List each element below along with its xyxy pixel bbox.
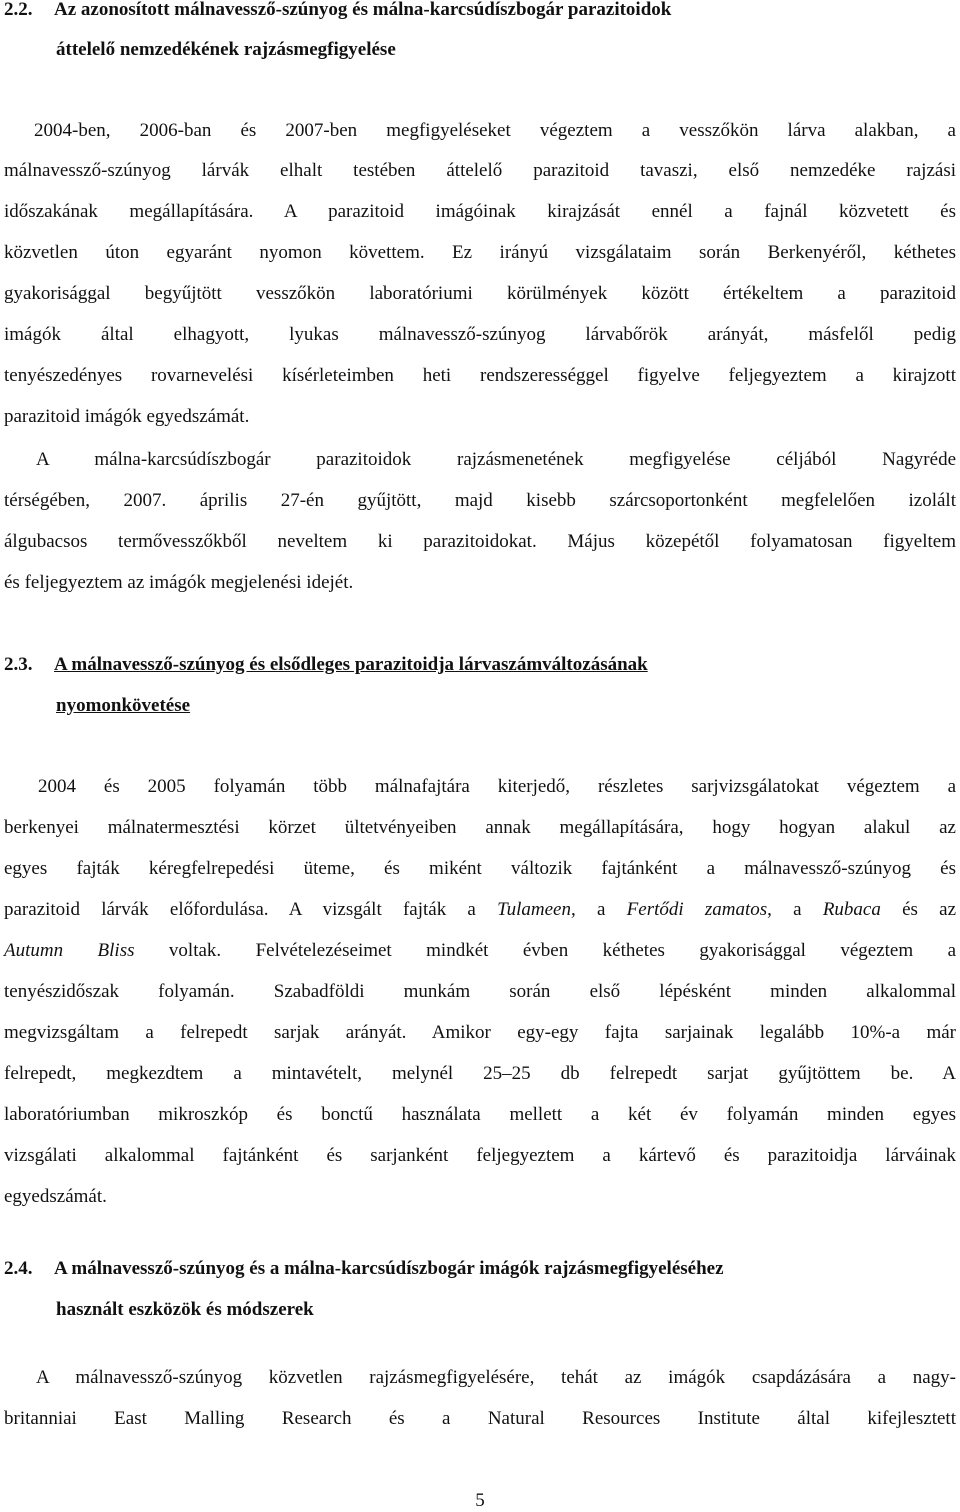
paragraph-line <box>4 939 956 963</box>
variety-name: Autumn Bliss <box>4 940 135 961</box>
paragraph-line: laboratóriumban mikroszkóp és bonctű használata mellett a két év folyamán minden egyes <box>4 1104 956 1125</box>
paragraph-line: időszakának megállapítására. A parazitoid imágóinak kirajzását ennél a fajnál közvetett és <box>4 201 956 222</box>
paragraph-line: és feljegyeztem az imágók megjelenési idejét. <box>4 572 354 593</box>
variety-name: Fertődi zamatos <box>626 899 768 920</box>
variety-name: Tulameen <box>497 899 571 920</box>
document-page <box>4 0 956 1509</box>
paragraph-line: 2004-ben, 2006-ban és 2007-ben megfigyeléseket végeztem a vesszőkön lárva alakban, a <box>34 120 956 141</box>
text-run: parazitoid lárvák előfordulása. A vizsgált fajták a <box>4 899 498 920</box>
paragraph-line: gyakorisággal begyűjtött vesszőkön laboratóriumi körülmények között értékeltem a parazitoid <box>4 283 956 304</box>
text-run: , a <box>767 899 823 920</box>
paragraph-line: megvizsgáltam a felrepedt sarjak arányát. Amikor egy-egy fajta sarjainak legalább 10%-a már <box>4 1022 956 1043</box>
variety-name: Rubaca <box>822 899 881 920</box>
paragraph-line: berkenyei málnatermesztési körzet ültetvényeiben annak megállapítására, hogy hogyan alakul az <box>4 817 956 838</box>
section-title-line: áttelelő nemzedékének rajzásmegfigyelése <box>56 39 396 60</box>
section-title-line: Az azonosított málnavessző-szúnyog és málna-karcsúdíszbogár parazitoidok <box>54 0 672 20</box>
section-number: 2.4. <box>4 1258 33 1279</box>
section-title-text: nyomonkövetése <box>56 695 191 716</box>
paragraph-line: felrepedt, megkezdtem a mintavételt, melynél 25–25 db felrepedt sarjat gyűjtöttem be. A <box>4 1063 956 1084</box>
text-run: voltak. Felvételezéseimet mindkét évben kéthetes gyakorisággal végeztem a <box>134 940 956 961</box>
text-run: , a <box>571 899 627 920</box>
paragraph-line: A málna-karcsúdíszbogár parazitoidok rajzásmenetének megfigyelése céljából Nagyréde <box>36 449 956 470</box>
paragraph-line: tenyészedényes rovarnevelési kísérleteimben heti rendszerességgel figyelve feljegyeztem a kirajzott <box>4 365 956 386</box>
paragraph-line: közvetlen úton egyaránt nyomon követtem. Ez irányú vizsgálataim során Berkenyéről, kéthetes <box>4 242 956 263</box>
text-run: és az <box>880 899 957 920</box>
section-2-3-heading <box>4 653 956 677</box>
paragraph-line <box>4 898 956 922</box>
section-2-2-heading <box>4 0 956 22</box>
section-title-line <box>4 694 960 718</box>
paragraph-line: egyedszámát. <box>4 1186 107 1207</box>
section-number: 2.3. <box>4 654 33 675</box>
paragraph-line: A málnavessző-szúnyog közvetlen rajzásmegfigyelésére, tehát az imágók csapdázására a nagy- <box>36 1367 956 1388</box>
paragraph-line: parazitoid imágók egyedszámát. <box>4 406 250 427</box>
section-2-4-heading <box>4 1257 956 1281</box>
section-title-line: használt eszközök és módszerek <box>56 1299 314 1320</box>
paragraph-line: térségében, 2007. április 27-én gyűjtött, majd kisebb szárcsoportonként megfelelően izolált <box>4 490 956 511</box>
paragraph-line: britanniai East Malling Research és a Natural Resources Institute által kifejlesztett <box>4 1408 956 1429</box>
section-title-line: A málnavessző-szúnyog és elsődleges parazitoidja lárvaszámváltozásának <box>54 654 648 675</box>
paragraph-line: álgubacsos termővesszőkből neveltem ki parazitoidokat. Május közepétől folyamatosan figyeltem <box>4 531 956 552</box>
paragraph-line: málnavessző-szúnyog lárvák elhalt testében áttelelő parazitoid tavaszi, első nemzedéke rajzási <box>4 160 956 181</box>
section-number: 2.2. <box>4 0 33 20</box>
paragraph-line: egyes fajták kéregfelrepedési üteme, és miként változik fajtánként a málnavessző-szúnyog és <box>4 858 956 879</box>
paragraph-line: 2004 és 2005 folyamán több málnafajtára kiterjedő, részletes sarjvizsgálatokat végeztem a <box>38 776 956 797</box>
paragraph-line: vizsgálati alkalommal fajtánként és sarjanként feljegyeztem a kártevő és parazitoidja lárváinak <box>4 1145 956 1166</box>
page-number: 5 <box>475 1490 485 1511</box>
paragraph-line: tenyészidőszak folyamán. Szabadföldi munkám során első lépésként minden alkalommal <box>4 981 956 1002</box>
paragraph-line: imágók által elhagyott, lyukas málnavessző-szúnyog lárvabőrök arányát, másfelől pedig <box>4 324 956 345</box>
section-title-line: A málnavessző-szúnyog és a málna-karcsúdíszbogár imágók rajzásmegfigyeléséhez <box>54 1258 724 1279</box>
